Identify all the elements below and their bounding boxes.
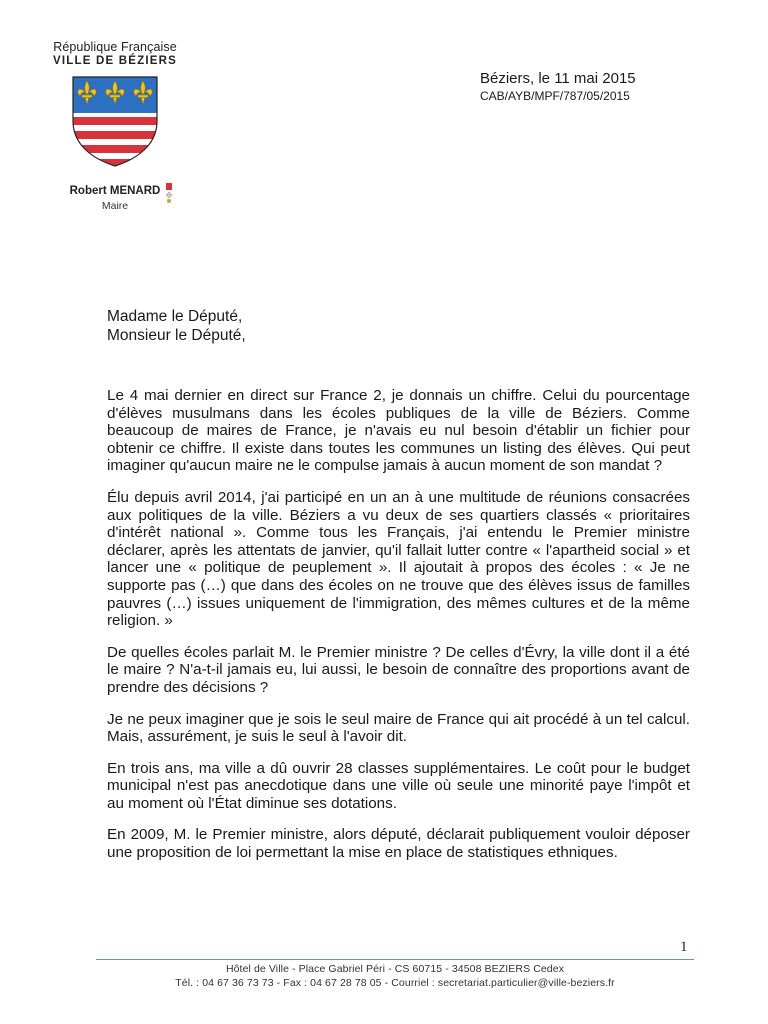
letter-date: Béziers, le 11 mai 2015 (480, 70, 636, 87)
republique-label: République Française (53, 40, 177, 54)
maire-title: Maire (101, 200, 129, 212)
footer (96, 962, 694, 990)
body-paragraph-2: Élu depuis avril 2014, j'ai participé en un an à une multitude de réunions consacrées aux politiques de la ville. Béziers a vu deux de ses quartiers classés « prioritaires d'intérêt national ». Comme tous les Français, j'ai entendu le Premier ministre déclarer, après les attentats de janvier, qu'il fallait lutter contre « l'apartheid social » et lancer une « politique de peuplement ». Il ajoutait à propos des écoles : « Je ne supporte pas (…) que dans des écoles on ne trouve que des élèves issus de familles pauvres (…) issues uniquement de l'immigration, des mêmes cultures et de la même religion. » (107, 488, 690, 630)
footer-divider (96, 959, 694, 960)
page-number: 1 (680, 939, 688, 955)
footer-contact: Tél. : 04 67 36 73 73 - Fax : 04 67 28 78 05 - Courriel : secretariat.particulier@ville-beziers.fr (175, 977, 615, 989)
maire-name-text: Robert MENARD (69, 185, 161, 197)
letter-reference: CAB/AYB/MPF/787/05/2015 (480, 89, 630, 103)
maire-name (70, 185, 161, 197)
salutation-line-1: Madame le Député, (107, 308, 243, 325)
body-paragraph-1: Le 4 mai dernier en direct sur France 2, je donnais un chiffre. Celui du pourcentage d'élèves musulmans dans les écoles publiques de la ville de Béziers. Comme beaucoup de maires de France, je n'avais eu nul besoin d'établir un fichier pour obtenir ce chiffre. Il existe dans toutes les communes un listing des élèves. Qui peut imaginer qu'aucun maire ne le compulse jamais à aucun moment de son mandat ? (107, 387, 690, 475)
body-paragraph-5: En trois ans, ma ville a dû ouvrir 28 classes supplémentaires. Le coût pour le budget municipal n'est pas anecdotique dans une ville où seule une minorité paye l'impôt et au moment où l'État diminue ses dotations. (107, 759, 690, 812)
date-reference-block (480, 70, 720, 103)
ville-label: VILLE DE BÉZIERS (53, 55, 177, 67)
letterhead (40, 40, 190, 212)
salutation-line-2: Monsieur le Député, (107, 327, 246, 344)
body-paragraph-3: De quelles écoles parlait M. le Premier ministre ? De celles d'Évry, la ville dont il a été le maire ? N'a-t-il jamais eu, lui aussi, le besoin de connaître des proportions avant de prendre des décisions ? (107, 643, 690, 696)
salutation (107, 307, 246, 345)
legion-honneur-ribbon-icon (164, 183, 174, 205)
body-paragraph-4: Je ne peux imaginer que je sois le seul maire de France qui ait procédé à un tel calcul. Mais, assurément, je suis le seul à l'avoir dit. (107, 710, 690, 746)
footer-address: Hôtel de Ville - Place Gabriel Péri - CS 60715 - 34508 BEZIERS Cedex (225, 963, 565, 975)
letter-body (107, 387, 690, 876)
body-paragraph-6: En 2009, M. le Premier ministre, alors député, déclarait publiquement vouloir déposer une proposition de loi permettant la mise en place de statistiques ethniques. (107, 826, 690, 862)
coat-of-arms-icon (67, 73, 163, 169)
